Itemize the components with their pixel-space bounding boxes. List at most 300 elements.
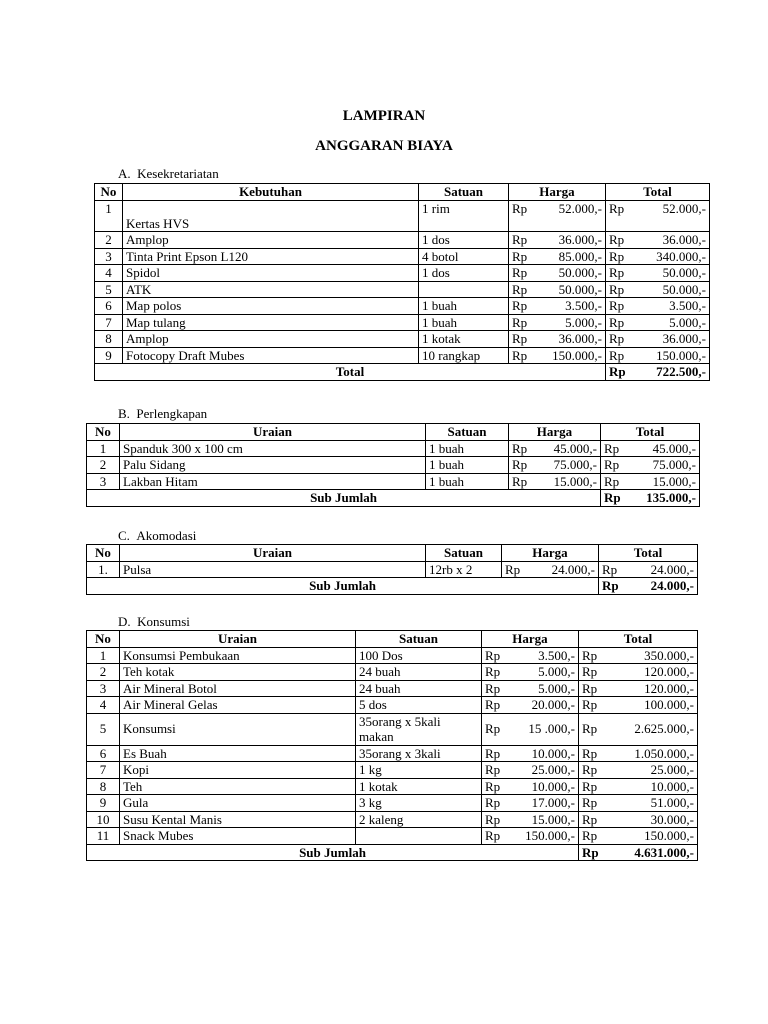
currency-label: Rp xyxy=(512,265,528,280)
table-header-row xyxy=(95,184,710,201)
amount-value: 45.000,- xyxy=(553,440,597,456)
row-item: Konsumsi xyxy=(120,713,356,745)
money-wrap xyxy=(609,282,706,298)
money-wrap xyxy=(582,697,694,713)
row-item: Amplop xyxy=(123,331,419,348)
currency-label: Rp xyxy=(485,828,501,843)
table-header-row xyxy=(87,631,698,648)
currency-label: Rp xyxy=(512,457,528,472)
row-item: Kopi xyxy=(120,762,356,779)
money-cell xyxy=(509,265,606,282)
table-header-row xyxy=(87,424,700,441)
currency-label: Rp xyxy=(609,331,625,346)
row-unit: 24 buah xyxy=(356,680,482,697)
table-row xyxy=(87,680,698,697)
header-unit: Satuan xyxy=(356,631,482,648)
currency-label: Rp xyxy=(582,828,598,843)
currency-label: Rp xyxy=(512,232,528,247)
currency-label: Rp xyxy=(582,811,598,827)
row-item: Kertas HVS xyxy=(123,200,419,232)
currency-label: Rp xyxy=(604,457,620,472)
currency-label: Rp xyxy=(485,647,501,663)
row-number: 10 xyxy=(87,811,120,828)
currency-label: Rp xyxy=(609,265,625,280)
currency-label: Rp xyxy=(604,490,621,505)
row-item: Spidol xyxy=(123,265,419,282)
row-item: Susu Kental Manis xyxy=(120,811,356,828)
header-price: Harga xyxy=(509,424,601,441)
currency-label: Rp xyxy=(512,347,528,363)
table-row xyxy=(87,745,698,762)
amount-value: 85.000,- xyxy=(558,248,602,264)
currency-label: Rp xyxy=(604,440,620,456)
table-row xyxy=(87,811,698,828)
row-number: 2 xyxy=(95,232,123,249)
amount-value: 25.000,- xyxy=(650,762,694,777)
money-cell xyxy=(579,811,698,828)
money-cell xyxy=(482,647,579,664)
page-title: LAMPIRAN xyxy=(342,108,426,124)
money-wrap xyxy=(582,779,694,795)
money-cell xyxy=(509,281,606,298)
currency-label: Rp xyxy=(505,561,521,577)
money-cell xyxy=(482,811,579,828)
money-wrap xyxy=(512,298,602,314)
money-cell xyxy=(482,795,579,812)
money-cell xyxy=(482,745,579,762)
row-item: Tinta Print Epson L120 xyxy=(123,248,419,265)
table-row xyxy=(95,200,710,232)
amount-value: 5.000,- xyxy=(669,314,706,330)
row-unit: 1 kg xyxy=(356,762,482,779)
currency-label: Rp xyxy=(485,762,501,777)
currency-label: Rp xyxy=(602,561,618,577)
money-wrap xyxy=(609,232,706,248)
amount-value: 50.000,- xyxy=(558,265,602,280)
row-number: 3 xyxy=(87,680,120,697)
header-unit: Satuan xyxy=(419,184,509,201)
amount-value: 24.000,- xyxy=(551,561,595,577)
amount-value: 15.000,- xyxy=(531,811,575,827)
money-wrap xyxy=(582,762,694,778)
money-wrap xyxy=(512,201,602,217)
row-unit xyxy=(356,828,482,845)
table-row xyxy=(87,473,700,490)
row-number: 3 xyxy=(87,473,120,490)
money-wrap xyxy=(485,648,575,664)
money-wrap xyxy=(582,828,694,844)
money-wrap xyxy=(582,721,694,737)
currency-label: Rp xyxy=(485,697,501,712)
money-cell xyxy=(482,828,579,845)
row-unit: 4 botol xyxy=(419,248,509,265)
money-wrap xyxy=(512,474,597,490)
money-wrap xyxy=(602,562,694,578)
amount-value: 17.000,- xyxy=(531,795,575,810)
money-cell xyxy=(579,762,698,779)
row-item: Teh xyxy=(120,778,356,795)
amount-value: 340.000,- xyxy=(656,248,706,264)
sum-row xyxy=(87,844,698,861)
money-cell xyxy=(482,778,579,795)
row-number: 8 xyxy=(87,778,120,795)
row-number: 2 xyxy=(87,664,120,681)
row-item: Air Mineral Gelas xyxy=(120,697,356,714)
money-wrap xyxy=(582,812,694,828)
money-cell xyxy=(606,265,710,282)
row-unit: 1 buah xyxy=(426,457,509,474)
money-wrap xyxy=(512,265,602,281)
amount-value: 722.500,- xyxy=(656,364,706,379)
money-wrap xyxy=(609,315,706,331)
money-cell xyxy=(509,248,606,265)
money-cell xyxy=(606,232,710,249)
header-item: Uraian xyxy=(120,631,356,648)
row-number: 7 xyxy=(95,314,123,331)
section-d-table xyxy=(86,630,698,861)
amount-value: 5.000,- xyxy=(538,664,575,679)
currency-label: Rp xyxy=(512,200,528,216)
currency-label: Rp xyxy=(609,200,625,216)
currency-label: Rp xyxy=(582,844,599,860)
table-row xyxy=(87,440,700,457)
row-item: Pulsa xyxy=(120,561,426,578)
amount-value: 24.000,- xyxy=(650,578,694,593)
money-wrap xyxy=(604,474,696,490)
amount-value: 36.000,- xyxy=(662,232,706,247)
row-unit: 5 dos xyxy=(356,697,482,714)
amount-value: 4.631.000,- xyxy=(634,844,694,860)
amount-value: 5.000,- xyxy=(565,314,602,330)
money-cell xyxy=(579,778,698,795)
money-cell xyxy=(579,844,698,861)
currency-label: Rp xyxy=(609,298,625,313)
row-number: 6 xyxy=(95,298,123,315)
money-cell xyxy=(606,331,710,348)
money-wrap xyxy=(512,232,602,248)
currency-label: Rp xyxy=(485,680,501,696)
row-number: 1 xyxy=(95,200,123,232)
currency-label: Rp xyxy=(609,232,625,247)
money-wrap xyxy=(485,746,575,762)
currency-label: Rp xyxy=(582,721,598,737)
amount-value: 52.000,- xyxy=(662,200,706,216)
money-cell xyxy=(579,828,698,845)
money-wrap xyxy=(512,348,602,364)
row-unit xyxy=(419,281,509,298)
row-item: Konsumsi Pembukaan xyxy=(120,647,356,664)
money-cell xyxy=(579,680,698,697)
table-row xyxy=(87,647,698,664)
row-unit: 1 buah xyxy=(426,440,509,457)
sum-label: Sub Jumlah xyxy=(87,844,579,861)
currency-label: Rp xyxy=(485,721,501,737)
header-no: No xyxy=(87,631,120,648)
currency-label: Rp xyxy=(512,314,528,330)
currency-label: Rp xyxy=(512,473,528,489)
money-wrap xyxy=(512,441,597,457)
header-total: Total xyxy=(601,424,700,441)
money-wrap xyxy=(485,828,575,844)
section-c-heading: C. Akomodasi xyxy=(118,528,197,543)
amount-value: 45.000,- xyxy=(652,440,696,456)
money-cell xyxy=(509,331,606,348)
row-unit: 35orang x 5kali makan xyxy=(356,713,482,745)
row-item: ATK xyxy=(123,281,419,298)
currency-label: Rp xyxy=(512,298,528,313)
row-number: 3 xyxy=(95,248,123,265)
money-wrap xyxy=(609,298,706,314)
money-cell xyxy=(509,232,606,249)
row-item: Amplop xyxy=(123,232,419,249)
table-row xyxy=(95,265,710,282)
amount-value: 51.000,- xyxy=(650,795,694,810)
amount-value: 1.050.000,- xyxy=(634,745,694,761)
amount-value: 36.000,- xyxy=(662,331,706,346)
table-header-row xyxy=(87,545,698,562)
money-cell xyxy=(601,473,700,490)
currency-label: Rp xyxy=(485,664,501,679)
row-number: 4 xyxy=(95,265,123,282)
currency-label: Rp xyxy=(582,680,598,696)
money-cell xyxy=(606,248,710,265)
amount-value: 10.000,- xyxy=(531,778,575,794)
header-price: Harga xyxy=(509,184,606,201)
amount-value: 120.000,- xyxy=(644,664,694,679)
section-b-heading: B. Perlengkapan xyxy=(118,406,208,421)
money-cell xyxy=(509,298,606,315)
money-wrap xyxy=(512,282,602,298)
money-cell xyxy=(579,745,698,762)
money-wrap xyxy=(512,315,602,331)
row-number: 1 xyxy=(87,440,120,457)
money-wrap xyxy=(485,697,575,713)
money-cell xyxy=(601,490,700,507)
money-wrap xyxy=(485,795,575,811)
currency-label: Rp xyxy=(609,248,625,264)
money-wrap xyxy=(609,364,706,380)
money-cell xyxy=(482,713,579,745)
money-cell xyxy=(606,347,710,364)
amount-value: 3.500,- xyxy=(669,298,706,313)
currency-label: Rp xyxy=(512,440,528,456)
currency-label: Rp xyxy=(582,664,598,679)
money-wrap xyxy=(604,490,696,506)
money-wrap xyxy=(582,845,694,861)
amount-value: 75.000,- xyxy=(652,457,696,472)
header-price: Harga xyxy=(482,631,579,648)
money-wrap xyxy=(512,331,602,347)
sum-row xyxy=(87,490,700,507)
amount-value: 5.000,- xyxy=(538,680,575,696)
row-unit: 1 buah xyxy=(419,314,509,331)
row-item: Lakban Hitam xyxy=(120,473,426,490)
row-unit: 1 buah xyxy=(426,473,509,490)
money-wrap xyxy=(485,779,575,795)
table-row xyxy=(95,314,710,331)
section-d-heading: D. Konsumsi xyxy=(118,614,190,629)
row-item: Spanduk 300 x 100 cm xyxy=(120,440,426,457)
amount-value: 15 .000,- xyxy=(528,721,575,737)
currency-label: Rp xyxy=(582,697,598,712)
money-wrap xyxy=(485,762,575,778)
section-c-table xyxy=(86,544,698,595)
currency-label: Rp xyxy=(602,578,619,593)
sum-row xyxy=(87,578,698,595)
currency-label: Rp xyxy=(512,248,528,264)
money-wrap xyxy=(512,457,597,473)
money-wrap xyxy=(505,562,595,578)
currency-label: Rp xyxy=(609,281,625,297)
header-no: No xyxy=(87,545,120,562)
table-row xyxy=(87,664,698,681)
money-wrap xyxy=(582,664,694,680)
currency-label: Rp xyxy=(582,778,598,794)
amount-value: 100.000,- xyxy=(644,697,694,712)
table-row xyxy=(87,713,698,745)
currency-label: Rp xyxy=(609,347,625,363)
header-item: Uraian xyxy=(120,545,426,562)
table-row xyxy=(87,697,698,714)
header-total: Total xyxy=(599,545,698,562)
amount-value: 150.000,- xyxy=(552,347,602,363)
money-wrap xyxy=(512,249,602,265)
money-cell xyxy=(509,457,601,474)
sum-label: Total xyxy=(95,364,606,381)
currency-label: Rp xyxy=(604,473,620,489)
row-unit: 1 kotak xyxy=(356,778,482,795)
amount-value: 2.625.000,- xyxy=(634,721,694,737)
money-cell xyxy=(606,298,710,315)
row-unit: 1 dos xyxy=(419,265,509,282)
row-unit: 1 kotak xyxy=(419,331,509,348)
money-wrap xyxy=(485,812,575,828)
money-wrap xyxy=(602,578,694,594)
row-number: 2 xyxy=(87,457,120,474)
header-unit: Satuan xyxy=(426,545,502,562)
currency-label: Rp xyxy=(582,745,598,761)
row-number: 6 xyxy=(87,745,120,762)
amount-value: 10.000,- xyxy=(531,745,575,761)
amount-value: 10.000,- xyxy=(650,778,694,794)
header-total: Total xyxy=(606,184,710,201)
row-item: Gula xyxy=(120,795,356,812)
row-number: 9 xyxy=(95,347,123,364)
row-number: 7 xyxy=(87,762,120,779)
currency-label: Rp xyxy=(485,745,501,761)
currency-label: Rp xyxy=(485,811,501,827)
header-item: Kebutuhan xyxy=(123,184,419,201)
money-cell xyxy=(509,347,606,364)
section-a-heading: A. Kesekretariatan xyxy=(118,166,219,181)
amount-value: 15.000,- xyxy=(652,473,696,489)
amount-value: 36.000,- xyxy=(558,232,602,247)
money-wrap xyxy=(582,795,694,811)
row-unit: 12rb x 2 xyxy=(426,561,502,578)
row-item: Air Mineral Botol xyxy=(120,680,356,697)
money-cell xyxy=(579,713,698,745)
money-cell xyxy=(482,697,579,714)
currency-label: Rp xyxy=(582,762,598,777)
amount-value: 20.000,- xyxy=(531,697,575,712)
money-wrap xyxy=(582,746,694,762)
table-row xyxy=(87,795,698,812)
table-row xyxy=(87,457,700,474)
table-row xyxy=(87,762,698,779)
money-wrap xyxy=(485,721,575,737)
row-item: Map tulang xyxy=(123,314,419,331)
currency-label: Rp xyxy=(582,647,598,663)
row-unit: 10 rangkap xyxy=(419,347,509,364)
money-cell xyxy=(579,795,698,812)
sum-row xyxy=(95,364,710,381)
money-cell xyxy=(601,440,700,457)
row-unit: 1 rim xyxy=(419,200,509,232)
row-unit: 100 Dos xyxy=(356,647,482,664)
money-cell xyxy=(579,664,698,681)
currency-label: Rp xyxy=(582,795,598,810)
currency-label: Rp xyxy=(609,314,625,330)
table-row xyxy=(95,298,710,315)
money-cell xyxy=(509,200,606,232)
money-cell xyxy=(482,664,579,681)
money-wrap xyxy=(582,648,694,664)
section-b-table xyxy=(86,423,700,507)
row-item: Teh kotak xyxy=(120,664,356,681)
table-row xyxy=(87,828,698,845)
money-cell xyxy=(601,457,700,474)
money-wrap xyxy=(609,348,706,364)
row-number: 1. xyxy=(87,561,120,578)
money-cell xyxy=(482,762,579,779)
row-unit: 1 dos xyxy=(419,232,509,249)
row-number: 8 xyxy=(95,331,123,348)
row-unit: 2 kaleng xyxy=(356,811,482,828)
money-cell xyxy=(579,697,698,714)
sum-label: Sub Jumlah xyxy=(87,578,599,595)
money-cell xyxy=(509,440,601,457)
table-row xyxy=(87,561,698,578)
row-number: 11 xyxy=(87,828,120,845)
table-row xyxy=(87,778,698,795)
amount-value: 135.000,- xyxy=(646,490,696,505)
amount-value: 120.000,- xyxy=(644,680,694,696)
money-wrap xyxy=(609,265,706,281)
page-subtitle: ANGGARAN BIAYA xyxy=(315,138,453,154)
row-unit: 35orang x 3kali xyxy=(356,745,482,762)
header-price: Harga xyxy=(502,545,599,562)
money-wrap xyxy=(609,249,706,265)
header-unit: Satuan xyxy=(426,424,509,441)
row-item: Fotocopy Draft Mubes xyxy=(123,347,419,364)
money-cell xyxy=(579,647,698,664)
money-cell xyxy=(606,314,710,331)
table-row xyxy=(95,232,710,249)
amount-value: 150.000,- xyxy=(644,828,694,843)
amount-value: 150.000,- xyxy=(656,347,706,363)
header-item: Uraian xyxy=(120,424,426,441)
amount-value: 30.000,- xyxy=(650,811,694,827)
money-cell xyxy=(509,473,601,490)
money-cell xyxy=(606,281,710,298)
money-wrap xyxy=(604,441,696,457)
amount-value: 150.000,- xyxy=(525,828,575,843)
money-cell xyxy=(502,561,599,578)
money-wrap xyxy=(609,201,706,217)
money-cell xyxy=(599,578,698,595)
money-wrap xyxy=(604,457,696,473)
amount-value: 50.000,- xyxy=(558,281,602,297)
